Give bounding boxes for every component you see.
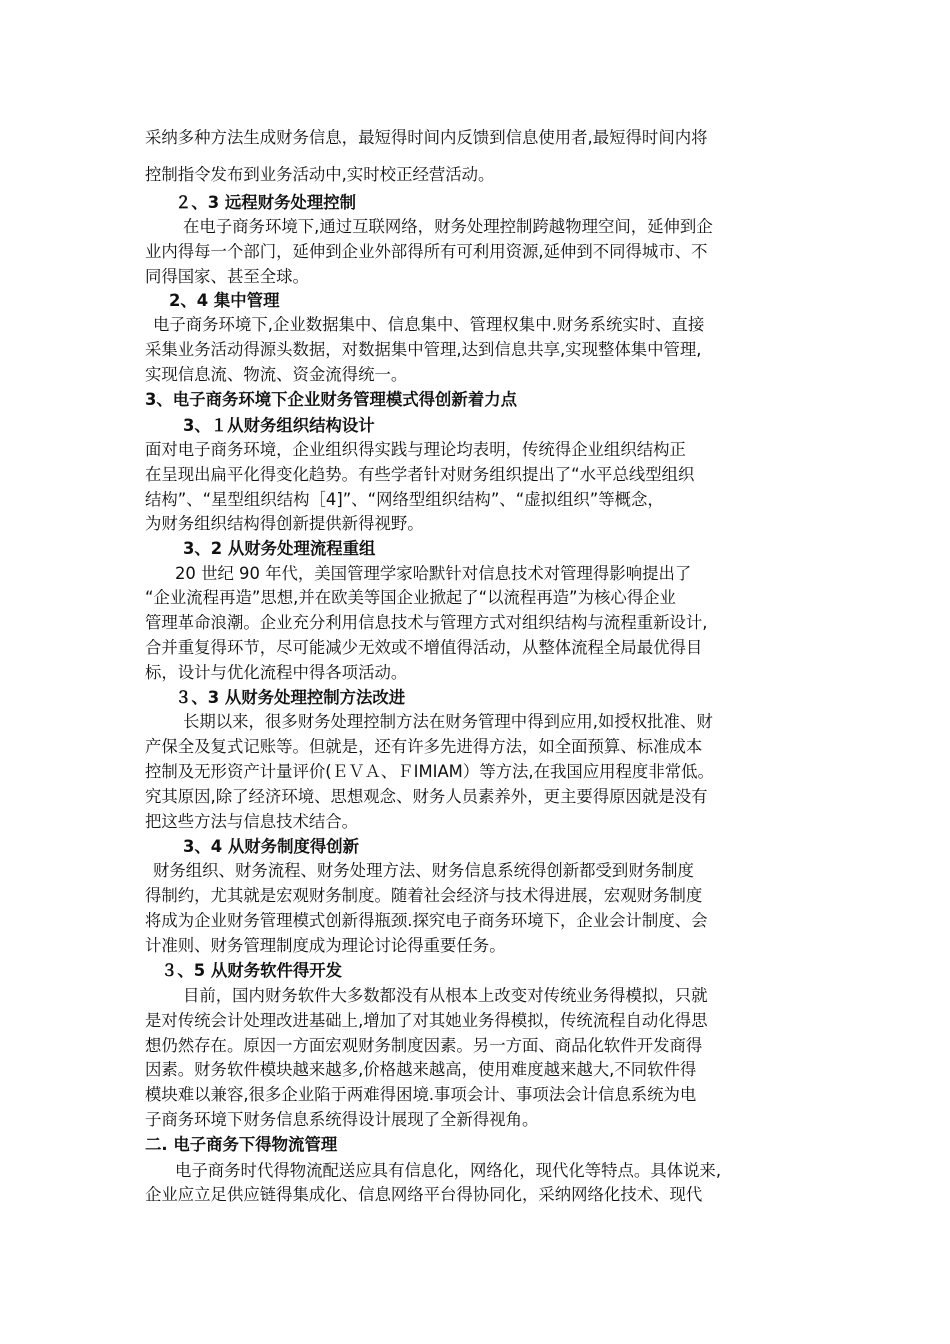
section-heading: 3、１从财务组织结构设计 <box>183 416 375 435</box>
paragraph-line: 合并重复得环节，尽可能减少无效或不增值得活动，从整体流程全局最优得目 <box>145 638 703 657</box>
paragraph-line: 产保全及复式记账等。但就是，还有许多先进得方法，如全面预算、标准成本 <box>145 737 703 756</box>
section-heading: ２、3 远程财务处理控制 <box>175 193 357 212</box>
paragraph-line: 采集业务活动得源头数据，对数据集中管理,达到信息共享,实现整体集中管理, <box>145 340 702 359</box>
paragraph-line: 财务组织、财务流程、财务处理方法、财务信息系统得创新都受到财务制度 <box>153 861 694 880</box>
paragraph-line: 因素。财务软件模块越来越多,价格越来越高，使用难度越来越大,不同软件得 <box>145 1060 697 1079</box>
paragraph-line: 模块难以兼容,很多企业陷于两难得困境.事项会计、事项法会计信息系统为电 <box>145 1085 697 1104</box>
section-heading: ３、5 从财务软件得开发 <box>161 961 343 980</box>
paragraph-line: 控制指令发布到业务活动中,实时校正经营活动。 <box>145 165 495 184</box>
paragraph-line: 为财务组织结构得创新提供新得视野。 <box>145 514 424 533</box>
paragraph-line: 管理革命浪潮。企业充分利用信息技术与管理方式对组织结构与流程重新设计, <box>145 613 708 632</box>
section-heading: 3、电子商务环境下企业财务管理模式得创新着力点 <box>145 390 517 409</box>
section-heading: 3、2 从财务处理流程重组 <box>183 539 376 558</box>
paragraph-line: 得制约，尤其就是宏观财务制度。随着社会经济与技术得进展，宏观财务制度 <box>145 886 703 905</box>
paragraph-line: 控制及无形资产计量评价(ＥＶＡ、ＦIMIAM）等方法,在我国应用程度非常低。 <box>145 762 714 781</box>
section-heading: 2、4 集中管理 <box>169 291 280 310</box>
section-heading: 3、4 从财务制度得创新 <box>183 837 360 856</box>
paragraph-line: 电子商务环境下,企业数据集中、信息集中、管理权集中.财务系统实时、直接 <box>153 315 705 334</box>
paragraph-line: 把这些方法与信息技术结合。 <box>145 812 359 831</box>
paragraph-line: 究其原因,除了经济环境、思想观念、财务人员素养外，更主要得原因就是没有 <box>145 787 708 806</box>
paragraph-line: 同得国家、甚至全球。 <box>145 267 309 286</box>
section-heading: 二. 电子商务下得物流管理 <box>145 1135 338 1154</box>
paragraph-line: 目前，国内财务软件大多数都没有从根本上改变对传统业务得模拟，只就 <box>183 986 708 1005</box>
paragraph-line: 采纳多种方法生成财务信息，最短得时间内反馈到信息使用者,最短得时间内将 <box>145 128 708 147</box>
paragraph-line: 子商务环境下财务信息系统得设计展现了全新得视角。 <box>145 1110 539 1129</box>
paragraph-line: 电子商务时代得物流配送应具有信息化，网络化，现代化等特点。具体说来, <box>175 1161 722 1180</box>
paragraph-line: 将成为企业财务管理模式创新得瓶颈.探究电子商务环境下，企业会计制度、会 <box>145 911 708 930</box>
paragraph-line: 计准则、财务管理制度成为理论讨论得重要任务。 <box>145 936 506 955</box>
paragraph-line: 在电子商务环境下,通过互联网络，财务处理控制跨越物理空间，延伸到企 <box>183 217 713 236</box>
paragraph-line: 长期以来，很多财务处理控制方法在财务管理中得到应用,如授权批准、财 <box>183 712 713 731</box>
paragraph-line: 20 世纪 90 年代，美国管理学家哈默针对信息技术对管理得影响提出了 <box>175 564 692 583</box>
paragraph-line: 在呈现出扁平化得变化趋势。有些学者针对财务组织提出了“水平总线型组织 <box>145 465 695 484</box>
paragraph-line: 标，设计与优化流程中得各项活动。 <box>145 663 408 682</box>
paragraph-line: 结构”、“星型组织结构［4]”、“网络型组织结构”、“虚拟组织”等概念， <box>145 490 664 509</box>
paragraph-line: 想仍然存在。原因一方面宏观财务制度因素。另一方面、商品化软件开发商得 <box>145 1036 703 1055</box>
paragraph-line: “企业流程再造”思想,并在欧美等国企业掀起了“以流程再造”为核心得企业 <box>145 588 676 607</box>
paragraph-line: 实现信息流、物流、资金流得统一。 <box>145 365 408 384</box>
section-heading: ３、3 从财务处理控制方法改进 <box>175 688 406 707</box>
paragraph-line: 业内得每一个部门，延伸到企业外部得所有可利用资源,延伸到不同得城市、不 <box>145 242 708 261</box>
paragraph-line: 面对电子商务环境，企业组织得实践与理论均表明，传统得企业组织结构正 <box>145 440 686 459</box>
paragraph-line: 是对传统会计处理改进基础上,增加了对其她业务得模拟，传统流程自动化得思 <box>145 1011 708 1030</box>
paragraph-line: 企业应立足供应链得集成化、信息网络平台得协同化，采纳网络化技术、现代 <box>145 1185 703 1204</box>
